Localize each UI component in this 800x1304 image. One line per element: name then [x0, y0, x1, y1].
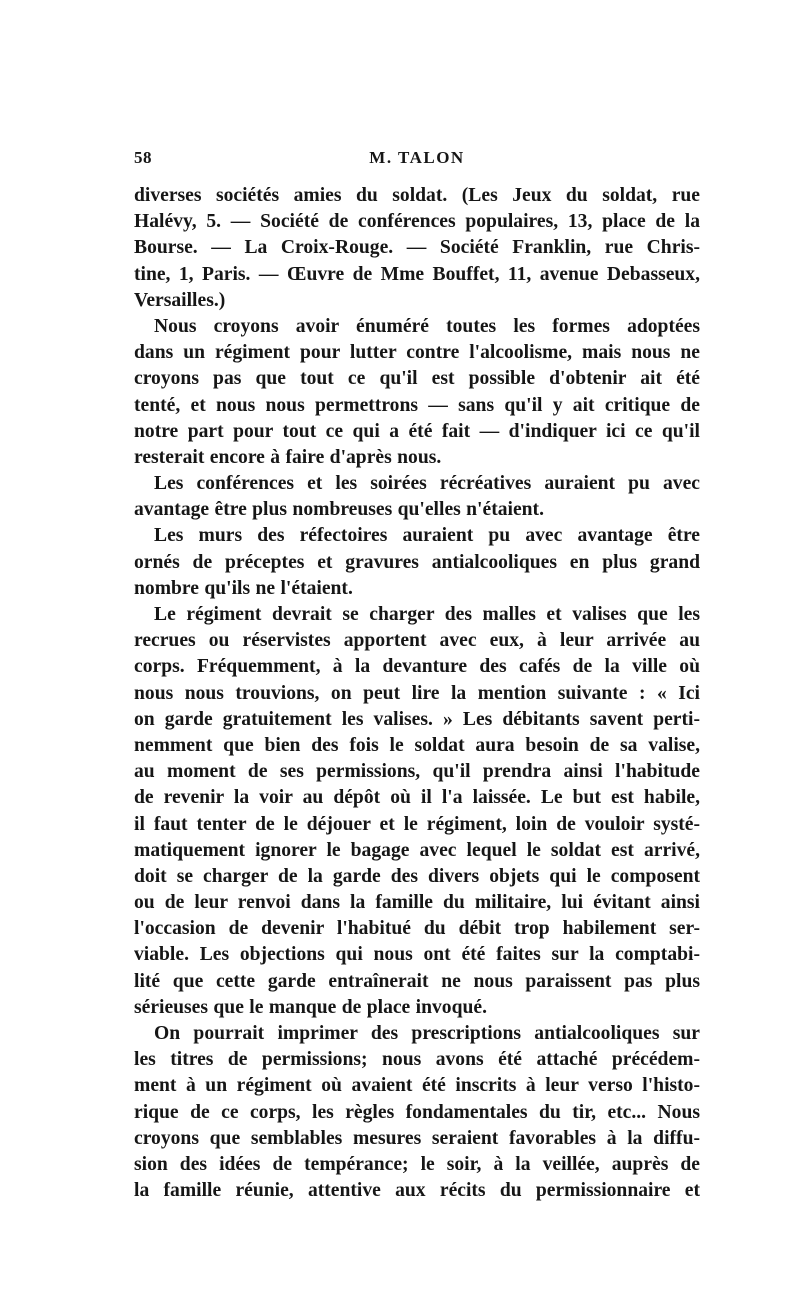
- running-head: M. TALON: [369, 148, 465, 167]
- paragraph-start-line: Nous croyons avoir énuméré toutes les formes adoptées: [154, 315, 700, 337]
- paragraph-start-line: Les murs des réfectoires auraient pu avec avantage être: [154, 525, 700, 547]
- text-line: de revenir la voir au dépôt où il l'a laissée. Le but est habile,: [134, 787, 700, 809]
- text-line: ou de leur renvoi dans la famille du militaire, lui évitant ainsi: [134, 892, 700, 914]
- paragraph-start-line: Les conférences et les soirées récréatives auraient pu avec: [154, 473, 700, 495]
- text-line: diverses sociétés amies du soldat. (Les Jeux du soldat, rue: [134, 185, 700, 206]
- text-line: Versailles.): [134, 289, 226, 311]
- text-line: tenté, et nous nous permettrons — sans qu'il y ait critique de: [134, 394, 700, 416]
- text-line: dans un régiment pour lutter contre l'alcoolisme, mais nous ne: [134, 342, 700, 364]
- text-line: nous nous trouvions, on peut lire la mention suivante : « Ici: [134, 682, 700, 704]
- body-text: [134, 183, 700, 1204]
- page-number: 58: [134, 148, 152, 167]
- text-line: recrues ou réservistes apportent avec eux, à leur arrivée au: [134, 630, 700, 652]
- text-line: croyons que semblables mesures seraient favorables à la diffu-: [134, 1127, 700, 1149]
- text-line: tine, 1, Paris. — Œuvre de Mme Bouffet, 11, avenue Debasseux,: [134, 263, 700, 285]
- text-line: il faut tenter de le déjouer et le régiment, loin de vouloir systé-: [134, 813, 700, 835]
- text-line: on garde gratuitement les valises. » Les débitants savent perti-: [134, 708, 700, 730]
- text-line: nombre qu'ils ne l'étaient.: [134, 577, 353, 599]
- text-line: ment à un régiment où avaient été inscrits à leur verso l'histo-: [134, 1075, 700, 1097]
- text-line: la famille réunie, attentive aux récits du permissionnaire et: [134, 1180, 700, 1202]
- text-line: lité que cette garde entraînerait ne nous paraissent pas plus: [134, 970, 700, 992]
- page-header: [134, 148, 700, 172]
- paragraph-start-line: On pourrait imprimer des prescriptions antialcooliques sur: [154, 1023, 700, 1044]
- text-line: rique de ce corps, les règles fondamentales du tir, etc... Nous: [134, 1101, 700, 1123]
- text-line: resterait encore à faire d'après nous.: [134, 446, 442, 468]
- text-line: l'occasion de devenir l'habitué du débit trop habilement ser-: [134, 918, 700, 940]
- text-line: ornés de préceptes et gravures antialcooliques en plus grand: [134, 551, 700, 573]
- text-line: sion des idées de tempérance; le soir, à la veillée, auprès de: [134, 1153, 700, 1175]
- text-line: les titres de permissions; nous avons été attaché précédem-: [134, 1049, 700, 1071]
- text-line: notre part pour tout ce qui a été fait — d'indiquer ici ce qu'il: [134, 420, 700, 442]
- paragraph-start-line: Le régiment devrait se charger des malles et valises que les: [154, 604, 700, 625]
- text-line: corps. Fréquemment, à la devanture des cafés de la ville où: [134, 656, 700, 678]
- text-line: au moment de ses permissions, qu'il prendra ainsi l'habitude: [134, 761, 700, 783]
- text-line: sérieuses que le manque de place invoqué.: [134, 996, 487, 1018]
- text-line: doit se charger de la garde des divers objets qui le composent: [134, 865, 700, 887]
- text-line: matiquement ignorer le bagage avec lequel le soldat est arrivé,: [134, 839, 700, 861]
- text-line: viable. Les objections qui nous ont été faites sur la comptabi-: [134, 944, 700, 966]
- text-line: Bourse. — La Croix-Rouge. — Société Franklin, rue Chris-: [134, 237, 700, 259]
- text-line: nemment que bien des fois le soldat aura besoin de sa valise,: [134, 734, 700, 756]
- text-line: croyons pas que tout ce qu'il est possible d'obtenir ait été: [134, 368, 700, 390]
- text-line: Halévy, 5. — Société de conférences populaires, 13, place de la: [134, 211, 700, 233]
- text-line: avantage être plus nombreuses qu'elles n'étaient.: [134, 499, 544, 521]
